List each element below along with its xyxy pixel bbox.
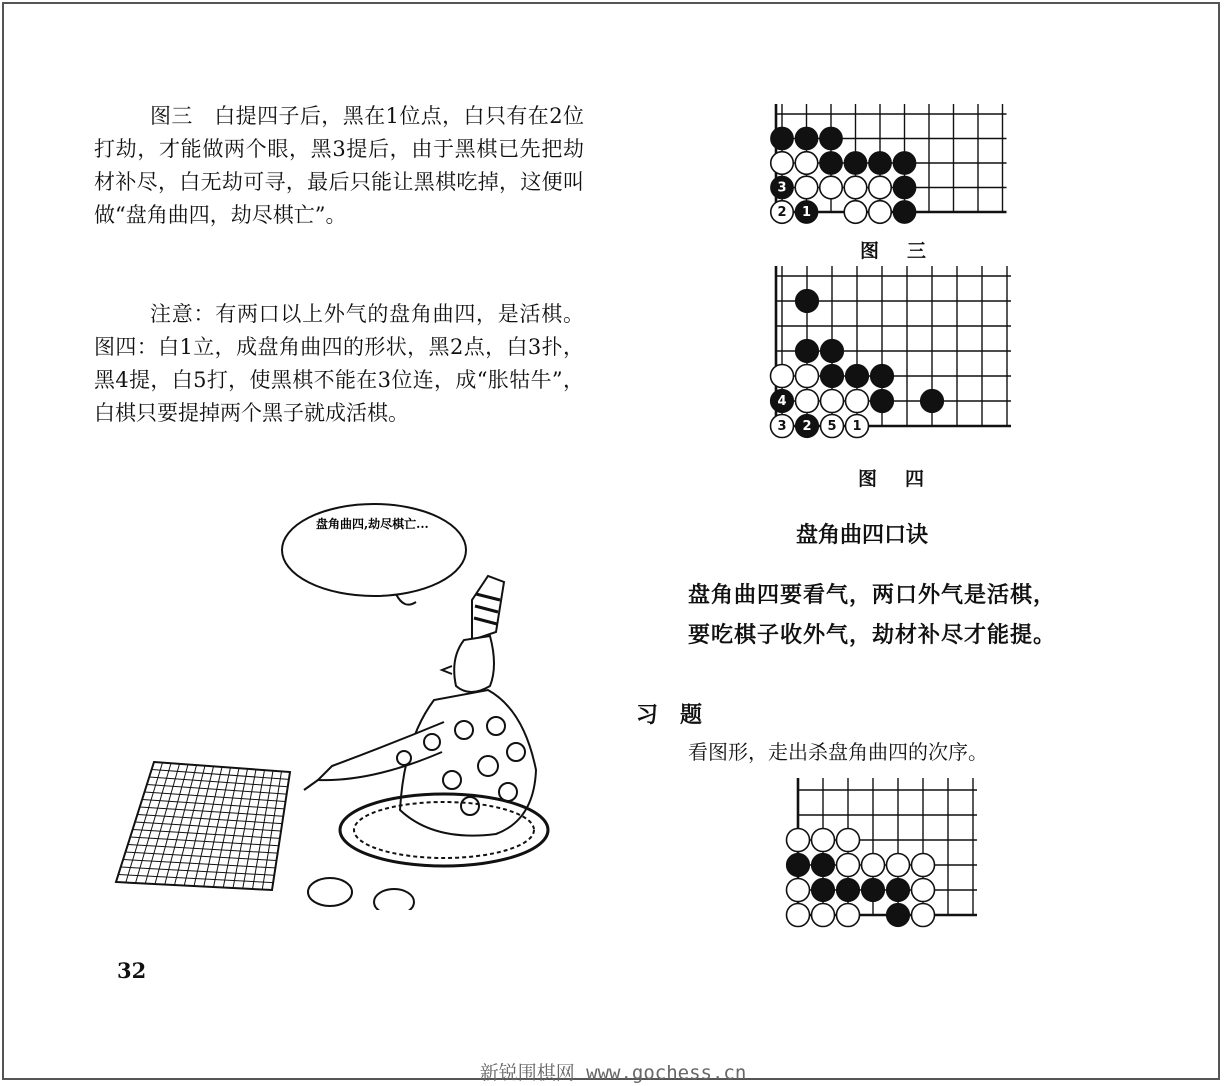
white-stone: [787, 904, 810, 927]
black-stone: [796, 415, 819, 438]
white-stone: [771, 365, 794, 388]
stone-bowl: [308, 878, 352, 906]
black-stone: [893, 201, 916, 224]
speech-bubble-text: 盘角曲四,劫尽棋亡...: [316, 517, 429, 531]
white-stone: [837, 854, 860, 877]
white-stone: [771, 201, 794, 224]
white-stone: [862, 854, 885, 877]
black-stone: [846, 365, 869, 388]
black-stone: [893, 176, 916, 199]
white-stone: [771, 415, 794, 438]
move-number-label: 5: [827, 419, 837, 434]
mnemonic-title: 盘角曲四口诀: [796, 523, 929, 548]
white-stone: [812, 829, 835, 852]
go-board-sketch: [116, 762, 290, 890]
black-stone: [871, 365, 894, 388]
go-diagram-figure4: [766, 266, 1022, 436]
black-stone: [795, 127, 818, 150]
black-stone: [871, 390, 894, 413]
black-stone: [820, 152, 843, 175]
white-stone: [771, 152, 794, 175]
figure4-caption: 图四: [858, 468, 953, 490]
white-stone: [846, 390, 869, 413]
white-stone: [787, 879, 810, 902]
cartoon-illustration: [104, 490, 564, 910]
go-diagram-exercise: [786, 778, 990, 924]
black-stone: [812, 854, 835, 877]
move-number-label: 3: [777, 180, 787, 196]
black-stone: [795, 201, 818, 224]
white-stone: [821, 415, 844, 438]
white-stone: [821, 390, 844, 413]
exercise-instruction: 看图形，走出杀盘角曲四的次序。: [688, 740, 988, 764]
white-stone: [869, 201, 892, 224]
black-stone: [862, 879, 885, 902]
white-stone: [846, 415, 869, 438]
white-stone: [812, 904, 835, 927]
white-stone: [795, 176, 818, 199]
exercise-title: 习题: [636, 703, 725, 728]
move-number-label: 2: [802, 419, 812, 434]
white-stone: [869, 176, 892, 199]
black-stone: [821, 365, 844, 388]
figure3-caption: 图三: [860, 240, 955, 262]
black-stone: [812, 879, 835, 902]
black-stone: [771, 176, 794, 199]
black-stone: [787, 854, 810, 877]
white-stone: [912, 879, 935, 902]
white-stone: [912, 854, 935, 877]
white-stone: [787, 829, 810, 852]
white-stone: [912, 904, 935, 927]
move-number-label: 1: [801, 205, 812, 220]
black-stone: [820, 127, 843, 150]
white-stone: [795, 152, 818, 175]
black-stone: [771, 390, 794, 413]
footer-watermark: 新锐围棋网 www.gochess.cn: [479, 1062, 747, 1084]
black-stone: [796, 290, 819, 313]
black-stone: [771, 127, 794, 150]
white-stone: [844, 176, 867, 199]
black-stone: [821, 340, 844, 363]
paragraph-figure4-note: 注意：有两口以上外气的盘角曲四，是活棋。图四：白1立，成盘角曲四的形状，黑2点，白3扑，黑4提，白5打，使黑棋不能在3位连，成“胀牯牛”，白棋只要提掉两个黑子就成活棋。: [94, 302, 584, 425]
black-stone: [887, 904, 910, 927]
black-stone: [796, 340, 819, 363]
black-stone: [893, 152, 916, 175]
black-stone: [921, 390, 944, 413]
move-number-label: 4: [777, 394, 787, 409]
white-stone: [837, 829, 860, 852]
page-number: 32: [117, 958, 147, 983]
white-stone: [844, 201, 867, 224]
paragraph-figure3-explanation: 图三 白提四子后，黑在1位点，白只有在2位打劫，才能做两个眼，黑3提后，由于黑棋已先把劫材补尽，白无劫可寻，最后只能让黑棋吃掉，这便叫做“盘角曲四，劫尽棋亡”。: [94, 104, 584, 227]
move-number-label: 2: [777, 205, 787, 220]
black-stone: [844, 152, 867, 175]
move-number-label: 3: [777, 419, 787, 434]
white-stone: [796, 390, 819, 413]
white-stone: [837, 904, 860, 927]
mnemonic-line-1: 盘角曲四要看气，两口外气是活棋，: [688, 583, 1057, 608]
black-stone: [837, 879, 860, 902]
go-diagram-figure3: [766, 104, 1022, 228]
character-head: [454, 636, 494, 692]
stone-bowl: [374, 889, 414, 910]
white-stone: [796, 365, 819, 388]
white-stone: [820, 176, 843, 199]
black-stone: [887, 879, 910, 902]
move-number-label: 1: [852, 419, 862, 434]
white-stone: [887, 854, 910, 877]
black-stone: [869, 152, 892, 175]
mnemonic-line-2: 要吃棋子收外气，劫材补尽才能提。: [688, 623, 1057, 648]
